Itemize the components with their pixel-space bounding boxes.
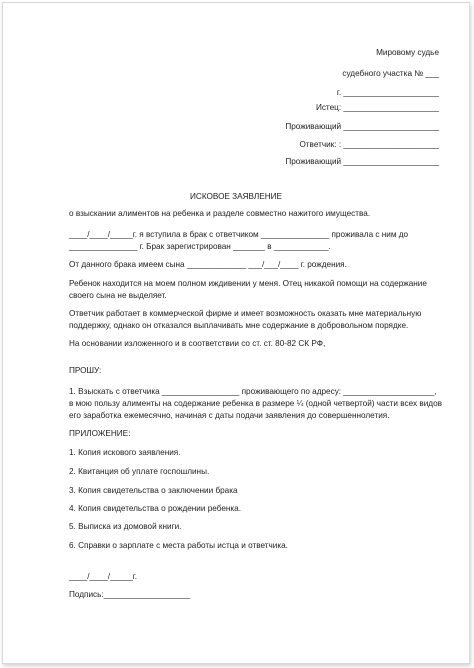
paragraph-marriage-line1: ____/____/_____г. я вступила в брак с ответчиком _______________ проживала с ним до (69, 230, 409, 239)
header-judge: Мировому судье (376, 48, 439, 57)
request-item-1-line2: в мою пользу алименты на содержание ребенка в размере ¼ (одной четвертой) части всех видов (69, 399, 442, 408)
attachments-heading: ПРИЛОЖЕНИЕ: (69, 429, 131, 438)
paragraph-legal-basis: На основании изложенного и в соответствии со ст. ст. 80-82 СК РФ, (69, 339, 326, 348)
attachment-item: 4. Копия свидетельства о рождении ребенка. (69, 504, 242, 513)
signature-field: Подпись:___________________ (69, 590, 191, 599)
attachment-item: 1. Копия искового заявления. (69, 448, 181, 457)
attachment-item: 2. Квитанция об уплате госпошлины. (69, 467, 210, 476)
header-plaintiff-address: Проживающий _____________________ (285, 122, 439, 131)
header-court-district: судебного участка № ___ (342, 69, 439, 78)
attachment-item: 6. Справки о зарплате с места работы истца и ответчика. (69, 541, 288, 550)
paragraph-dependency-line2: своего сына не выделяет. (69, 291, 167, 300)
request-item-1-line1: 1. Взыскать с ответчика _________________ проживающего по адресу: ____________________, (69, 387, 437, 396)
subject-line: о взыскании алиментов на ребенка и разделе совместно нажитого имущества. (69, 209, 371, 218)
request-heading: ПРОШУ: (69, 366, 102, 375)
date-field: ____/____/_____г. (69, 572, 138, 581)
request-item-1-line3: его заработка ежемесячно, начиная с даты подачи заявления до совершеннолетия. (69, 411, 390, 420)
header-defendant-address: Проживающий _____________________ (285, 157, 439, 166)
paragraph-marriage-line2: _______________ г. Брак зарегистрирован _______ в ____________. (69, 242, 331, 251)
header-city: г. _____________________ (336, 88, 439, 97)
header-defendant: Ответчик: : _____________________ (299, 140, 439, 149)
paragraph-dependency-line1: Ребенок находится на моем полном иждивении у меня. Отец никакой помощи на содержание (69, 279, 427, 288)
paragraph-defendant-work-line2: поддержку, однако он отказался выплачивать мне содержание в добровольном порядке. (69, 321, 409, 330)
attachment-item: 3. Копия свидетельства о заключении брака (69, 486, 238, 495)
paragraph-defendant-work-line1: Ответчик работает в коммерческой фирме и имеет возможность оказать мне материальную (69, 309, 422, 318)
attachment-item: 5. Выписка из домовой книги. (69, 522, 182, 531)
document-page (2, 2, 470, 664)
document-title: ИСКОВОЕ ЗАЯВЛЕНИЕ (190, 192, 282, 201)
header-plaintiff: Истец: _____________________ (315, 103, 439, 112)
paragraph-son: От данного брака имеем сына _____________ ___/___/____ г. рождения. (69, 260, 347, 269)
